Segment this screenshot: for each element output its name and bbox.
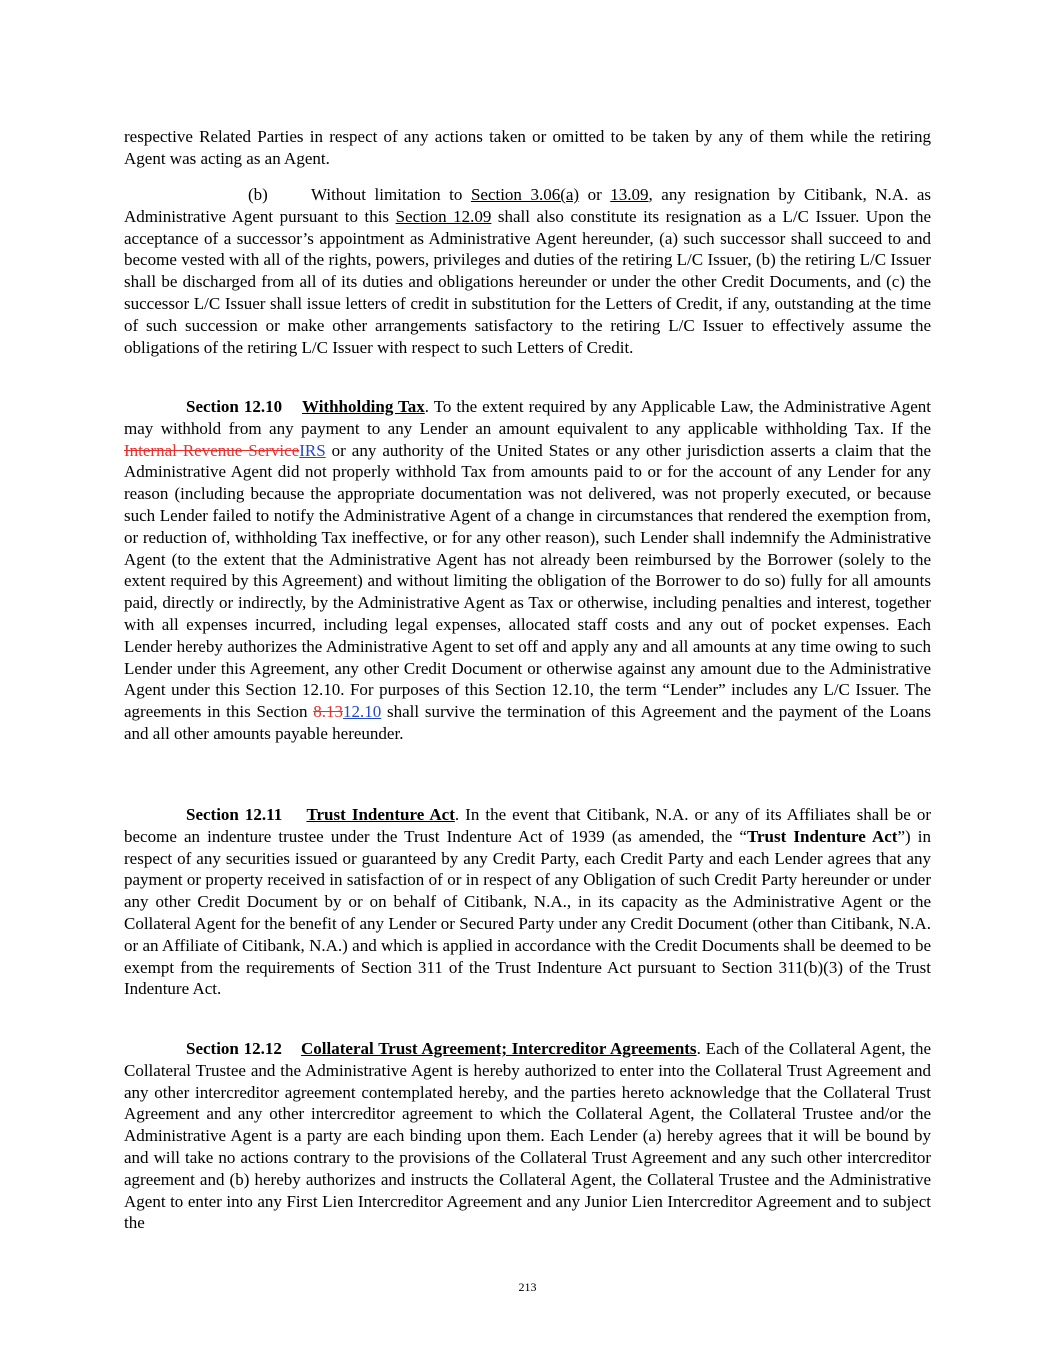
paragraph-b: (b) Without limitation to Section 3.06(a) or 13.09, any resignation by Citibank, N.A. as Administrative Agent pursuant to this Section 12.09 shall also constitute its resignation as a L/C Issuer. Upon the acceptance of a successor’s appointment as Administrative Agent hereunder, (a) such successor shall succeed to and become vested with all of the rights, powers, privileges and duties of the retiring L/C Issuer, (b) the retiring L/C Issuer shall be discharged from all of its duties and obligations hereunder or under the other Credit Documents, and (c) the successor L/C Issuer shall issue letters of credit in substitution for the Letters of Credit, if any, outstanding at the time of such succession or make other arrangements satisfactory to the retiring L/C Issuer to effectively assume the obligations of the retiring L/C Issuer with respect to such Letters of Credit. (124, 185, 931, 357)
cross-reference: Section 3.06(a) (470, 185, 580, 204)
defined-term: Trust Indenture Act (746, 826, 898, 846)
section-12-12: Section 12.12 Collateral Trust Agreement; Intercreditor Agreements. Each of the Collateral Agent, the Collateral Trustee and the Administrative Agent is hereby authorized to enter into the Collateral Trust Agreement and any other intercreditor agreement contemplated hereby, and the parties hereto acknowledge that the Collateral Trust Agreement and any other intercreditor agreement to which the Collateral Agent, the Collateral Trustee and/or the Administrative Agent is a party are each binding upon them. Each Lender (a) hereby agrees that it will be bound by and will take no actions contrary to the provisions of the Collateral Trust Agreement and any such other intercreditor agreement and (b) hereby authorizes and instructs the Collateral Agent, the Collateral Trustee and the Administrative Agent to enter into any First Lien Intercreditor Agreement and any Junior Lien Intercreditor Agreement and to subject the (124, 1039, 932, 1233)
paragraph-text: respective Related Parties in respect of any actions taken or omitted to be taken by any of them while the retiring Agent was acting as an Agent. (124, 127, 931, 168)
section-number: Section 12.10 (186, 397, 283, 416)
section-number: Section 12.12 (186, 1039, 282, 1058)
deleted-text: Internal Revenue Service (124, 440, 300, 460)
deleted-text: 8.13 (313, 702, 343, 722)
page-number: 213 (518, 1280, 537, 1294)
clause-label: (b) (248, 185, 268, 204)
section-title: Trust Indenture Act (306, 805, 455, 824)
section-12-10: Section 12.10 Withholding Tax. To the extent required by any Applicable Law, the Administrative Agent may withhold from any payment to any Lender an amount equivalent to any applicable withholding Tax. If the Internal Revenue ServiceIRS or any authority of the United States or any other jurisdiction asserts a claim that the Administrative Agent did not properly withhold Tax from amounts paid to or for the account of any Lender for any reason (including because the appropriate documentation was not delivered, was not properly executed, or because such Lender failed to notify the Administrative Agent of a change in circumstances that rendered the exemption from, or reduction of, withholding Tax ineffective, or for any other reason), such Lender shall indemnify the Administrative Agent (to the extent that the Administrative Agent has not already been reimbursed by the Borrower (solely to the extent required by this Agreement) and without limiting the obligation of the Borrower to do so) fully for all amounts paid, directly or indirectly, by the Administrative Agent as Tax or otherwise, including penalties and interest, together with all expenses incurred, including legal expenses, allocated staff costs and any out of pocket expenses. Each Lender hereby authorizes the Administrative Agent to set off and apply any and all amounts at any time owing to such Lender under this Agreement, any other Credit Document or otherwise against any amount due to the Administrative Agent under this Section 12.10. For purposes of this Section 12.10, the term “Lender” includes any L/C Issuer. The agreements in this Section 8.1312.10 shall survive the termination of this Agreement and the payment of the Loans and all other amounts payable hereunder. (124, 397, 932, 743)
section-title: Withholding Tax (302, 397, 425, 416)
inserted-text: IRS (299, 440, 326, 460)
continued-paragraph (124, 126, 931, 170)
cross-reference: 13.09 (610, 185, 649, 204)
section-12-11: Section 12.11 Trust Indenture Act. In the event that Citibank, N.A. or any of its Affiliates shall be or become an indenture trustee under the Trust Indenture Act of 1939 (as amended, the “Trust Indenture Act”) in respect of any securities issued or guaranteed by any Credit Party, each Credit Party and each Lender agrees that any payment or property received in satisfaction of or in respect of any Obligation of such Credit Party hereunder or under any other Credit Document by or on behalf of Citibank, N.A., in its capacity as the Administrative Agent or the Collateral Agent for the benefit of any Lender or Secured Party under any Credit Document (other than Citibank, N.A. or an Affiliate of Citibank, N.A.) and which is applied in accordance with the Credit Documents shall be deemed to be exempt from the requirements of Section 311 of the Trust Indenture Act pursuant to Section 311(b)(3) of the Trust Indenture Act. (124, 805, 932, 999)
section-number: Section 12.11 (186, 805, 283, 824)
inserted-text: 12.10 (342, 702, 382, 722)
cross-reference: Section 12.09 (395, 206, 492, 226)
section-title: Collateral Trust Agreement; Intercreditor Agreements (301, 1039, 697, 1058)
